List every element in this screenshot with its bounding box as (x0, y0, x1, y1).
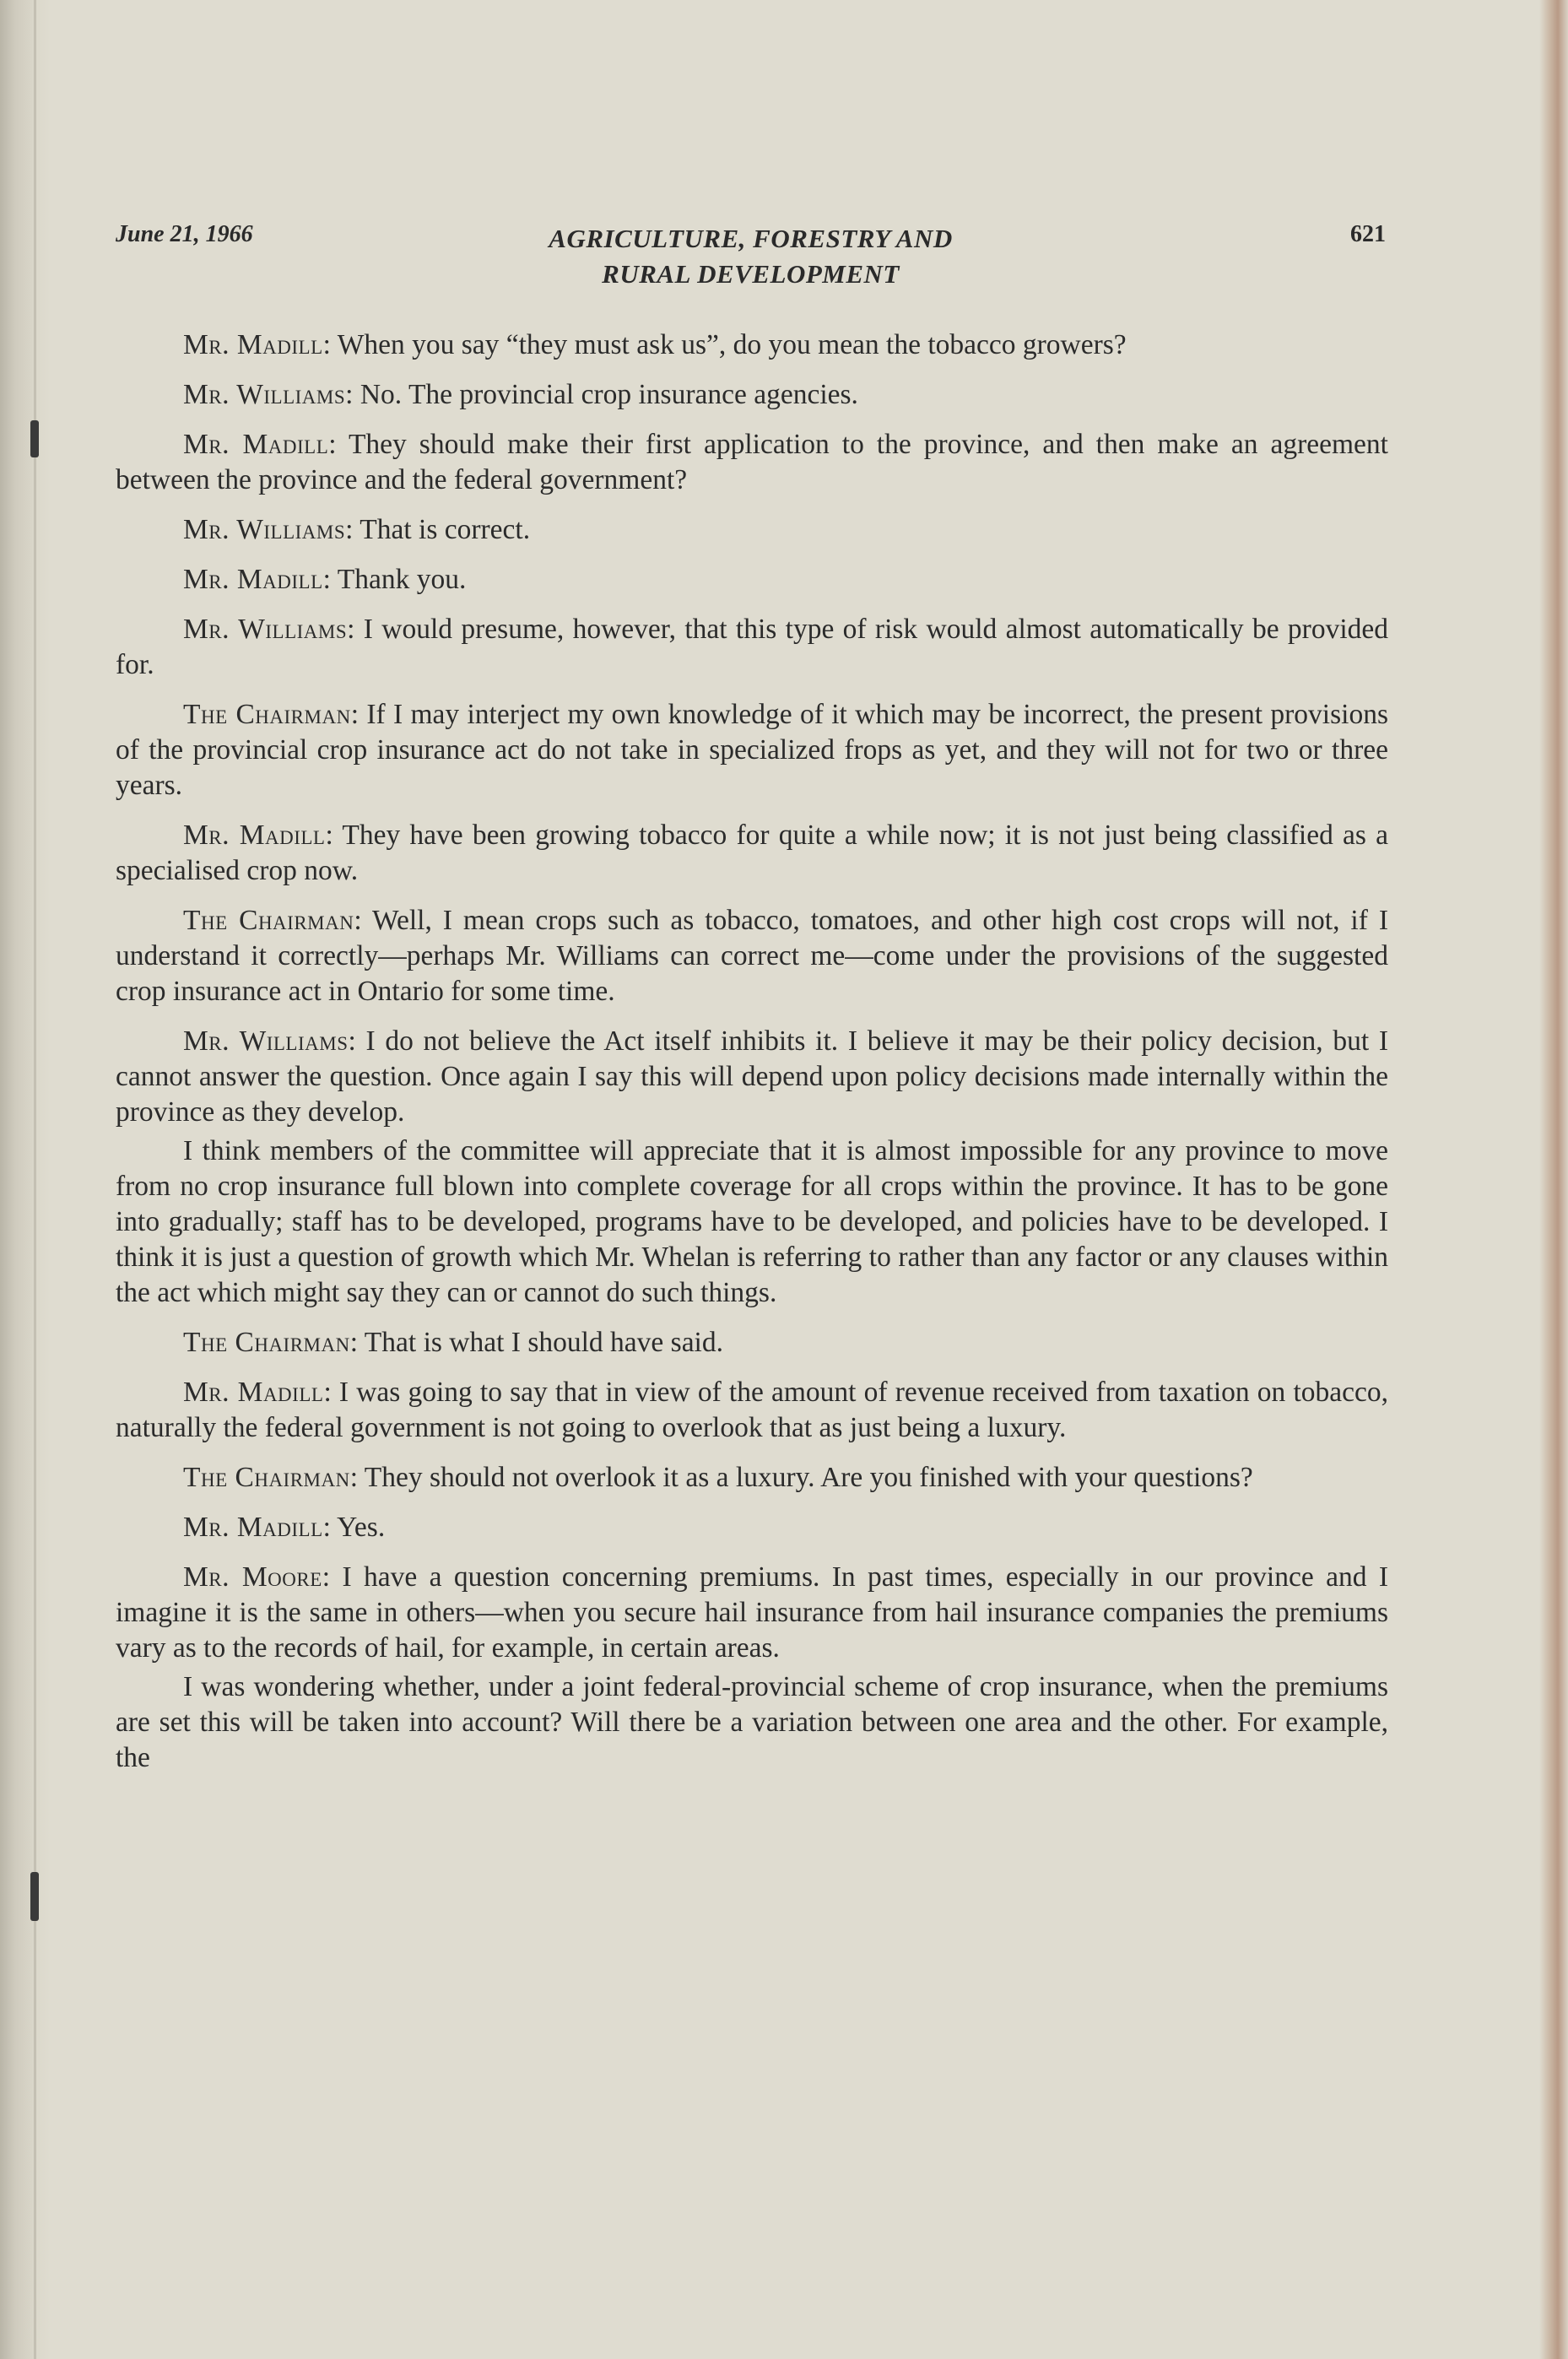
speaker-name: Mr. Williams (183, 514, 346, 545)
paragraph (116, 562, 1388, 598)
paragraph-text: : I was going to say that in view of the amount of revenue received from taxation on tobacco, naturally the federal government is not going to overlook that as just being a luxury. (116, 1377, 1388, 1443)
speaker-name: Mr. Williams (183, 614, 348, 645)
paragraph-text: : I have a question concerning premiums. In past times, especially in our province and I imagine it is the same in others—when you secure hail insurance from hail insurance companies the premiums vary as to the records of hail, for example, in certain areas. (116, 1561, 1389, 1664)
speaker-name: Mr. Williams (183, 379, 346, 410)
paragraph (116, 818, 1388, 889)
paragraph (116, 1134, 1388, 1311)
speaker-name: Mr. Madill (183, 329, 323, 360)
paragraph-text: : I would presume, however, that this type of risk would almost automatically be provided for. (116, 614, 1388, 680)
paragraph-text: : They should not overlook it as a luxury. Are you finished with your questions? (349, 1462, 1253, 1493)
paragraph-text: : Yes. (322, 1512, 386, 1543)
speaker-name: Mr. Madill (183, 1512, 323, 1543)
speaker-name: Mr. Madill (183, 1377, 324, 1408)
speaker-name: Mr. Williams (183, 1025, 349, 1057)
speaker-name: Mr. Madill (183, 564, 323, 595)
paragraph-text: : When you say “they must ask us”, do you mean the tobacco growers? (322, 329, 1127, 360)
paragraph (116, 697, 1388, 803)
paragraph-text: : That is correct. (345, 514, 531, 545)
paragraph-text: : No. The provincial crop insurance agencies. (345, 379, 858, 410)
paragraph (116, 377, 1388, 413)
paragraph-text: : Thank you. (322, 564, 467, 595)
binding-mark (30, 1872, 39, 1921)
paragraph-text: : I do not believe the Act itself inhibits it. I believe it may be their policy decision, but I cannot answer the question. Once again I say this will depend upon policy decisions made internally within the province as they develop. (116, 1025, 1388, 1128)
paragraph-text: I was wondering whether, under a joint federal-provincial scheme of crop insurance, when the premiums are set this will be taken into account? Will there be a variation between one area and the other. For example, the (116, 1671, 1388, 1773)
paragraph-text: : They have been growing tobacco for quite a while now; it is not just being classified as a specialised crop now. (116, 820, 1388, 886)
paragraph (116, 1325, 1388, 1361)
paragraph-text: : That is what I should have said. (349, 1327, 723, 1358)
paragraph-text: : Well, I mean crops such as tobacco, tomatoes, and other high cost crops will not, if I understand it correctly—perhaps Mr. Williams can correct me—come under the provisions of the suggested crop insurance act in Ontario for some time. (116, 905, 1389, 1007)
speaker-name: The Chairman (183, 699, 351, 730)
speaker-name: Mr. Madill (183, 820, 326, 851)
paragraph (116, 1669, 1388, 1776)
paragraph-text: : They should make their first application to the province, and then make an agreement between the province and the federal government? (116, 429, 1388, 495)
running-header (116, 221, 1386, 297)
paragraph (116, 1510, 1388, 1545)
paragraph-text: I think members of the committee will appreciate that it is almost impossible for any province to move from no crop insurance full blown into complete coverage for all crops within the province. It has to be gone into gradually; staff has to be developed, programs have to be developed, and policies have to be developed. I think it is just a question of growth which Mr. Whelan is referring to rather than any factor or any clauses within the act which might say they can or cannot do such things. (116, 1135, 1388, 1308)
paragraph (116, 612, 1388, 683)
header-title-line-2: RURAL DEVELOPMENT (602, 259, 900, 289)
paragraph (116, 427, 1388, 498)
header-title-line-1: AGRICULTURE, FORESTRY AND (549, 224, 953, 253)
paragraph (116, 903, 1388, 1009)
page-edge (1539, 0, 1568, 2359)
page-number: 621 (1350, 221, 1386, 247)
speaker-name: The Chairman (183, 1462, 350, 1493)
speaker-name: The Chairman (183, 905, 354, 936)
paragraph (116, 1460, 1388, 1496)
paragraph (116, 1024, 1388, 1130)
header-title (116, 221, 1386, 292)
speaker-name: Mr. Madill (183, 429, 329, 460)
header-date: June 21, 1966 (116, 221, 253, 247)
paragraph-text: : If I may interject my own knowledge of it which may be incorrect, the present provisions of the provincial crop insurance act do not take in specialized frops as yet, and they will not for two or three years. (116, 699, 1388, 801)
paragraph (116, 1560, 1388, 1666)
transcript-body (116, 327, 1388, 1790)
binding-line (34, 0, 36, 2359)
paragraph (116, 512, 1388, 548)
speaker-name: The Chairman (183, 1327, 350, 1358)
binding-mark (30, 420, 39, 457)
paragraph (116, 327, 1388, 363)
paragraph (116, 1375, 1388, 1446)
speaker-name: Mr. Moore (183, 1561, 322, 1593)
binding-shadow (0, 0, 51, 2359)
